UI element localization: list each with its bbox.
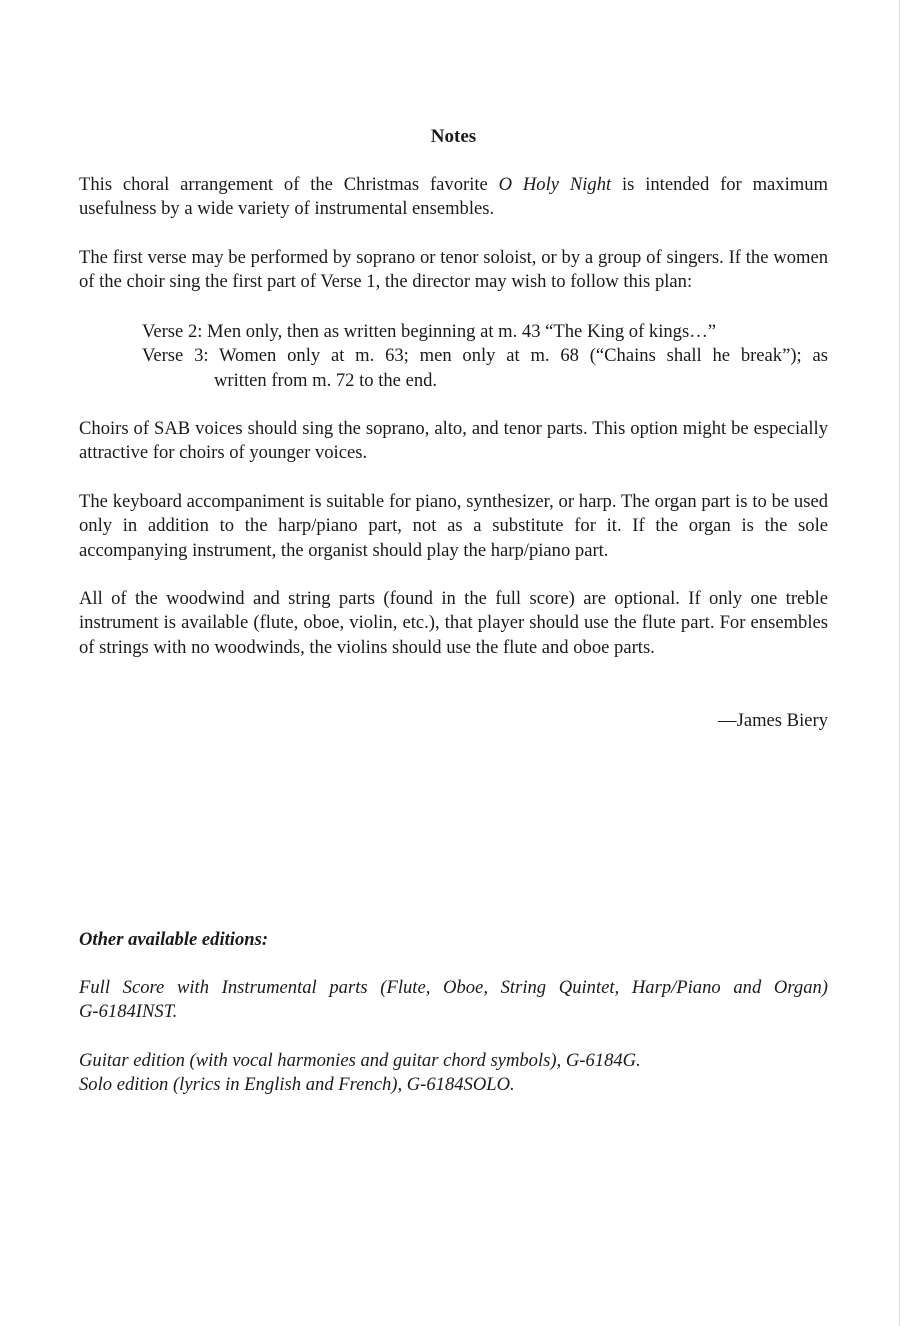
verse-paragraph: The first verse may be performed by soprano or tenor soloist, or by a group of singers. If the women of the choir sing the first part of Verse 1, the director may wish to follow this plan: — [79, 247, 828, 293]
signature: —James Biery — [718, 710, 828, 731]
edition-solo: Solo edition (lyrics in English and French), G-6184SOLO. — [79, 1074, 515, 1095]
verse-2-instruction: Verse 2: Men only, then as written beginning at m. 43 “The King of kings…” — [142, 321, 717, 342]
edition-full-score-line1: Full Score with Instrumental parts (Flute, Oboe, String Quintet, Harp/Piano and Organ) — [79, 977, 828, 998]
intro-text-post: is intended for maximum usefulness by a wide variety of instrumental ensembles. — [79, 174, 828, 220]
page-title: Notes — [430, 126, 477, 147]
verse-3-instruction: Verse 3: Women only at m. 63; men only at m. 68 (“Chains shall he break”); as — [142, 345, 828, 367]
keyboard-paragraph: The keyboard accompaniment is suitable for piano, synthesizer, or harp. The organ part is to be used only in addition to the harp/piano part, not as a substitute for it. If the organ is the sole accompanying instrument, the organist should play the harp/piano part. — [79, 491, 828, 561]
verse-plan — [142, 320, 828, 393]
intro-text-pre: This choral arrangement of the Christmas favorite — [79, 174, 499, 195]
work-title: O Holy Night — [498, 174, 612, 195]
edition-full-score-line2: G-6184INST. — [79, 1001, 178, 1023]
verse-3-instruction-continued: written from m. 72 to the end. — [214, 369, 438, 391]
edition-guitar: Guitar edition (with vocal harmonies and guitar chord symbols), G-6184G. — [79, 1050, 641, 1071]
edition-full-score — [79, 976, 828, 1025]
woodwind-paragraph: All of the woodwind and string parts (found in the full score) are optional. If only one treble instrument is available (flute, oboe, violin, etc.), that player should use the flute part. For ensembles of strings with no woodwinds, the violins should use the flute and oboe parts. — [79, 588, 828, 658]
sab-paragraph: Choirs of SAB voices should sing the soprano, alto, and tenor parts. This option might be especially attractive for choirs of younger voices. — [79, 418, 828, 464]
intro-paragraph — [79, 173, 828, 222]
editions-heading: Other available editions: — [79, 929, 269, 950]
